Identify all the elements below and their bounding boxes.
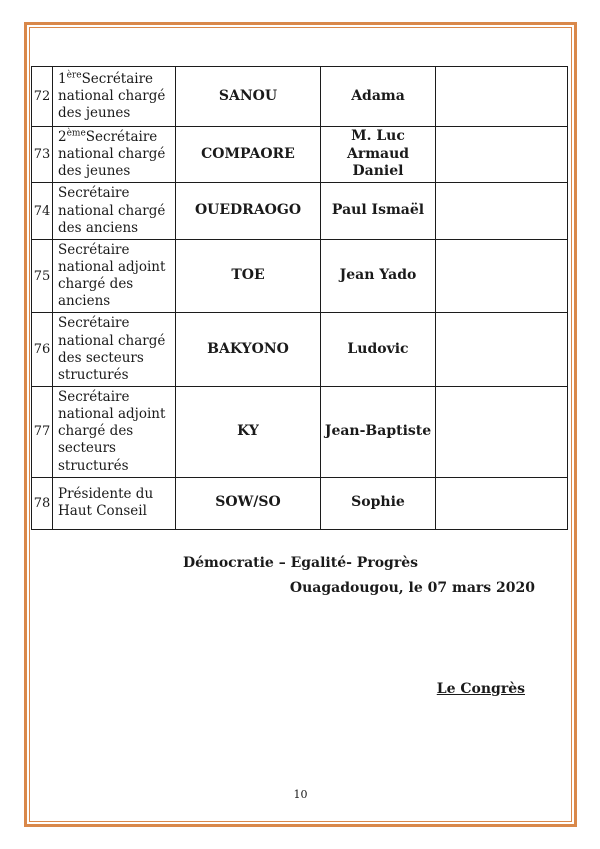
given-name-cell: Jean Yado [321,239,436,313]
table-row [32,183,568,239]
empty-cell [436,67,568,127]
row-number-cell: 76 [32,313,53,387]
empty-cell [436,313,568,387]
table-row [32,386,568,477]
role-ordinal-suffix: ème [66,128,86,139]
page-number: 10 [293,788,308,801]
given-name-cell: Paul Ismaël [321,183,436,239]
surname-cell: KY [176,386,321,477]
role-text: Secrétaire national chargé des jeunes [58,129,166,180]
row-number-cell: 77 [32,386,53,477]
role-text: Secrétaire national chargé des anciens [58,185,166,236]
officials-table [31,66,568,530]
row-number-cell: 74 [32,183,53,239]
table-row [32,313,568,387]
row-number-cell: 78 [32,477,53,529]
role-text: Présidente du Haut Conseil [58,486,154,520]
role-text: Secrétaire national chargé des secteurs structurés [58,315,166,383]
role-ordinal: 1 [58,70,67,87]
given-name-cell: M. Luc Armaud Daniel [321,127,436,183]
given-name-cell: Jean-Baptiste [321,386,436,477]
surname-cell: SANOU [176,67,321,127]
page-content-area [29,27,572,822]
table-row [32,127,568,183]
given-name-cell: Adama [321,67,436,127]
table-row [32,239,568,313]
role-cell [53,313,176,387]
page-border-frame [24,22,577,827]
role-text: Secrétaire national adjoint chargé des anciens [58,241,166,310]
empty-cell [436,386,568,477]
role-cell [53,127,176,183]
empty-cell [436,183,568,239]
party-motto: Démocratie – Egalité- Progrès [182,554,419,571]
role-text: Secrétaire national adjoint chargé des secteurs structurés [58,388,166,474]
row-number-cell: 72 [32,67,53,127]
row-number-cell: 75 [32,239,53,313]
empty-cell [436,127,568,183]
given-name-cell: Ludovic [321,313,436,387]
empty-cell [436,239,568,313]
dateline: Ouagadougou, le 07 mars 2020 [289,579,535,596]
signature-le-congres: Le Congrès [436,680,525,697]
role-cell [53,183,176,239]
surname-cell: SOW/SO [176,477,321,529]
role-ordinal-suffix: ère [66,70,82,81]
role-text: Secrétaire national chargé des jeunes [58,70,166,122]
role-cell [53,477,176,529]
role-cell [53,67,176,127]
table-row [32,477,568,529]
role-cell [53,386,176,477]
row-number-cell: 73 [32,127,53,183]
empty-cell [436,477,568,529]
given-name-cell: Sophie [321,477,436,529]
table-row [32,67,568,127]
role-cell [53,239,176,313]
role-ordinal: 2 [58,129,67,145]
surname-cell: BAKYONO [176,313,321,387]
surname-cell: OUEDRAOGO [176,183,321,239]
surname-cell: TOE [176,239,321,313]
surname-cell: COMPAORE [176,127,321,183]
